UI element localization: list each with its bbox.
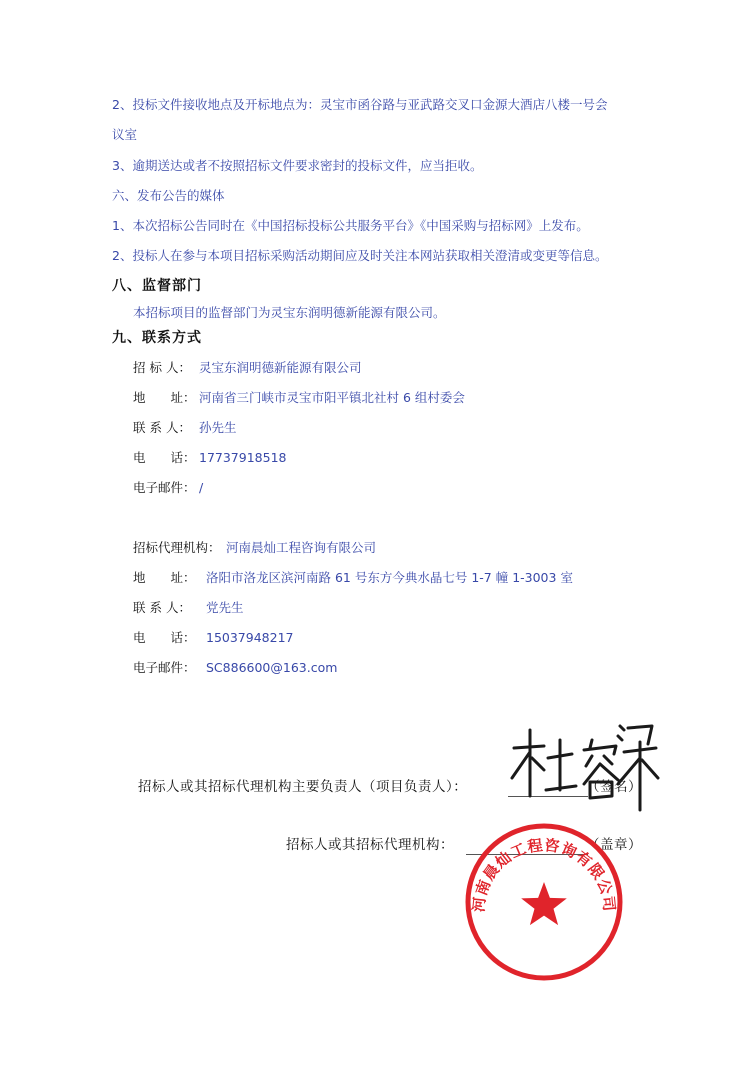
section-8-title: 八、监督部门 — [112, 278, 202, 294]
seal-text: 河南晨灿工程咨询有限公司 — [469, 836, 619, 913]
agency-email: SC886600@163.com — [206, 660, 338, 675]
tenderer-name: 灵宝东润明德新能源有限公司 — [199, 360, 362, 375]
agency-contact-label: 联 系 人： — [133, 600, 191, 615]
media-item-1: 1、本次招标公告同时在《中国招标投标公共服务平台》《中国采购与招标网》上发布。 — [112, 218, 589, 233]
tenderer-address: 河南省三门峡市灵宝市阳平镇北社村 6 组村委会 — [199, 390, 465, 405]
item-3: 3、逾期送达或者不按照招标文件要求密封的投标文件，应当拒收。 — [112, 158, 483, 173]
item-2-line1: 2、投标文件接收地点及开标地点为：灵宝市函谷路与亚武路交叉口金源大酒店八楼一号会 — [112, 97, 608, 112]
tenderer-contact: 孙先生 — [199, 420, 237, 435]
agency-contact: 党先生 — [206, 600, 244, 615]
section-9-title: 九、联系方式 — [112, 330, 202, 346]
section-8-text: 本招标项目的监督部门为灵宝东润明德新能源有限公司。 — [133, 305, 446, 320]
section-6-title: 六、发布公告的媒体 — [112, 188, 225, 203]
tenderer-email-label: 电子邮件： — [133, 480, 196, 495]
seal-star-icon — [521, 882, 567, 925]
agency-phone-label: 电 话： — [133, 630, 196, 645]
agency-address-label: 地 址： — [133, 570, 196, 585]
org-sign-label: 招标人或其招标代理机构： — [286, 837, 454, 853]
person-sign-suffix: （签名） — [586, 779, 642, 795]
agency-phone: 15037948217 — [206, 630, 294, 645]
tenderer-email: / — [199, 480, 204, 495]
official-seal-stamp — [462, 820, 626, 984]
agency-name: 河南晨灿工程咨询有限公司 — [226, 540, 377, 555]
tenderer-phone: 17737918518 — [199, 450, 287, 465]
agency-email-label: 电子邮件： — [133, 660, 196, 675]
media-item-2: 2、投标人在参与本项目招标采购活动期间应及时关注本网站获取相关澄清或变更等信息。 — [112, 248, 608, 263]
org-sign-suffix: （盖章） — [586, 837, 642, 853]
agency-address: 洛阳市洛龙区滨河南路 61 号东方今典水晶七号 1-7 幢 1-3003 室 — [206, 570, 573, 585]
agency-name-label: 招标代理机构： — [133, 540, 221, 555]
handwritten-signature — [500, 718, 660, 818]
tenderer-contact-label: 联 系 人： — [133, 420, 191, 435]
tenderer-address-label: 地 址： — [133, 390, 196, 405]
person-sign-label: 招标人或其招标代理机构主要负责人（项目负责人）： — [138, 779, 468, 795]
tenderer-phone-label: 电 话： — [133, 450, 196, 465]
item-2-line2: 议室 — [112, 127, 138, 142]
tenderer-name-label: 招 标 人： — [133, 360, 191, 375]
